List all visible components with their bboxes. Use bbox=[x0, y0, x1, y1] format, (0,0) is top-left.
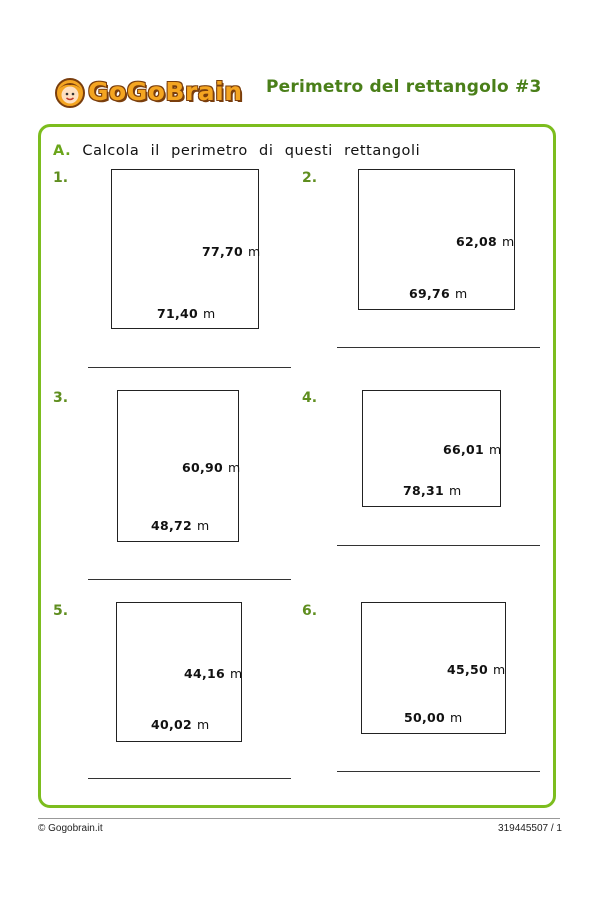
page-id: 319445507 / 1 bbox=[498, 823, 562, 834]
gogobrain-logo bbox=[54, 76, 243, 110]
unit: m bbox=[228, 460, 241, 475]
side-length-label bbox=[182, 460, 240, 475]
base-value: 69,76 bbox=[409, 286, 451, 301]
side-length-label bbox=[202, 244, 260, 259]
side-length-label bbox=[447, 662, 505, 677]
base-length-label bbox=[409, 286, 467, 301]
exercise-number: 2. bbox=[302, 170, 318, 186]
base-length-label bbox=[157, 306, 215, 321]
side-length-label bbox=[456, 234, 514, 249]
unit: m bbox=[248, 244, 261, 259]
side-length-label bbox=[443, 442, 501, 457]
answer-line[interactable] bbox=[337, 545, 540, 546]
base-length-label bbox=[403, 483, 461, 498]
base-value: 40,02 bbox=[151, 717, 193, 732]
exercise-number: 5. bbox=[53, 603, 69, 619]
kid-face-icon bbox=[54, 76, 86, 108]
instruction bbox=[53, 143, 420, 159]
unit: m bbox=[493, 662, 506, 677]
side-value: 60,90 bbox=[182, 460, 224, 475]
answer-line[interactable] bbox=[337, 771, 540, 772]
base-value: 48,72 bbox=[151, 518, 193, 533]
side-value: 44,16 bbox=[184, 666, 226, 681]
side-value: 66,01 bbox=[443, 442, 485, 457]
unit: m bbox=[197, 518, 210, 533]
unit: m bbox=[197, 717, 210, 732]
base-length-label bbox=[404, 710, 462, 725]
exercise-number: 6. bbox=[302, 603, 318, 619]
side-value: 62,08 bbox=[456, 234, 498, 249]
unit: m bbox=[489, 442, 502, 457]
base-value: 50,00 bbox=[404, 710, 446, 725]
unit: m bbox=[203, 306, 216, 321]
answer-line[interactable] bbox=[88, 778, 291, 779]
page-title: Perimetro del rettangolo #3 bbox=[266, 77, 542, 97]
exercise-number: 4. bbox=[302, 390, 318, 406]
footer-divider bbox=[38, 818, 560, 819]
instruction-text: Calcola il perimetro di questi rettangoli bbox=[82, 143, 421, 159]
side-length-label bbox=[184, 666, 242, 681]
base-length-label bbox=[151, 518, 209, 533]
exercise-number: 1. bbox=[53, 170, 69, 186]
side-value: 45,50 bbox=[447, 662, 489, 677]
instruction-letter: A. bbox=[53, 143, 72, 159]
answer-line[interactable] bbox=[337, 347, 540, 348]
unit: m bbox=[230, 666, 243, 681]
unit: m bbox=[502, 234, 515, 249]
copyright: © Gogobrain.it bbox=[38, 823, 103, 834]
exercise-number: 3. bbox=[53, 390, 69, 406]
unit: m bbox=[450, 710, 463, 725]
base-value: 78,31 bbox=[403, 483, 445, 498]
answer-line[interactable] bbox=[88, 367, 291, 368]
base-length-label bbox=[151, 717, 209, 732]
logo-text: GoGoBrain bbox=[88, 77, 243, 106]
base-value: 71,40 bbox=[157, 306, 199, 321]
answer-line[interactable] bbox=[88, 579, 291, 580]
unit: m bbox=[455, 286, 468, 301]
side-value: 77,70 bbox=[202, 244, 244, 259]
unit: m bbox=[449, 483, 462, 498]
